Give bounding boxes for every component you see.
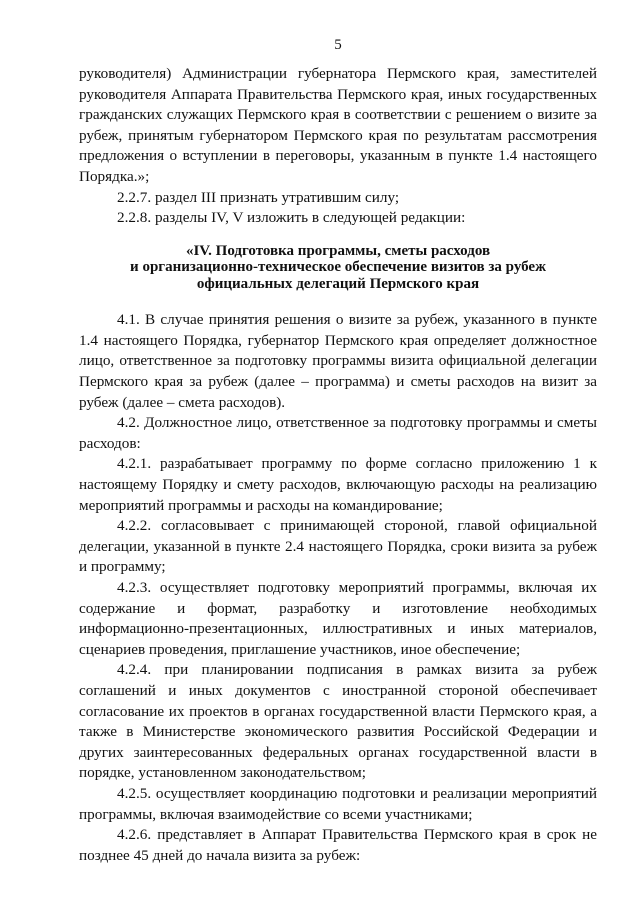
paragraph-4-2-2: 4.2.2. согласовывает с принимающей стороной, главой официальной делегации, указанной в пункте 2.4 настоящего Порядка, сроки визита за рубеж и программу; (79, 517, 597, 576)
section-heading-line-1: «IV. Подготовка программы, сметы расходов (185, 242, 491, 259)
paragraph-4-2: 4.2. Должностное лицо, ответственное за подготовку программы и сметы расходов: (79, 414, 597, 452)
section-heading-line-3: официальных делегаций Пермского края (196, 275, 480, 292)
paragraph-4-2-6: 4.2.6. представляет в Аппарат Правительства Пермского края в срок не позднее 45 дней до начала визита за рубеж: (79, 826, 597, 864)
paragraph-4-2-1: 4.2.1. разрабатывает программу по форме согласно приложению 1 к настоящему Порядку и смету расходов, включающую расходы на реализацию мероприятий программы и расходы на командирование; (79, 455, 597, 514)
document-body (79, 64, 597, 866)
paragraph-4-1: 4.1. В случае принятия решения о визите за рубеж, указанного в пункте 1.4 настоящего Порядка, губернатор Пермского края определяет должностное лицо, ответственное за подготовку программы визита официальной делегации Пермского края за рубеж (далее – программа) и сметы расходов на визит за рубеж (далее – смета расходов). (79, 311, 597, 411)
page-number: 5 (334, 37, 342, 53)
section-heading (79, 243, 597, 293)
paragraph-4-2-3: 4.2.3. осуществляет подготовку мероприятий программы, включая их содержание и формат, разработку и изготовление необходимых информационно-презентационных, иллюстративных и иных материалов, сценариев проведения, приглашение участников, иное обеспечение; (79, 578, 597, 658)
paragraph-2-2-7: 2.2.7. раздел III признать утратившим силу; (117, 188, 400, 206)
paragraph-2-2-8: 2.2.8. разделы IV, V изложить в следующей редакции: (117, 209, 466, 227)
section-heading-line-2: и организационно-техническое обеспечение визитов за рубеж (130, 259, 546, 276)
paragraph-continuation: руководителя) Администрации губернатора Пермского края, заместителей руководителя Аппарата Правительства Пермского края, иных государственных гражданских служащих Пермского края в соответствии с решением о визите за рубеж, принятым губернатором Пермского края по результатам рассмотрения предложения о вступлении в переговоры, указанным в пункте 1.4 настоящего Порядка.»; (79, 65, 597, 185)
paragraph-4-2-5: 4.2.5. осуществляет координацию подготовки и реализации мероприятий программы, включая взаимодействие со всеми участниками; (79, 784, 597, 823)
paragraph-4-2-4: 4.2.4. при планировании подписания в рамках визита за рубеж соглашений и иных документов с иностранной стороной обеспечивает согласование их проектов в органах государственной власти Пермского края, а также в Министерстве экономического развития Российской Федерации и других заинтересованных федеральных органах государственной власти в порядке, установленном законодательством; (79, 661, 597, 782)
